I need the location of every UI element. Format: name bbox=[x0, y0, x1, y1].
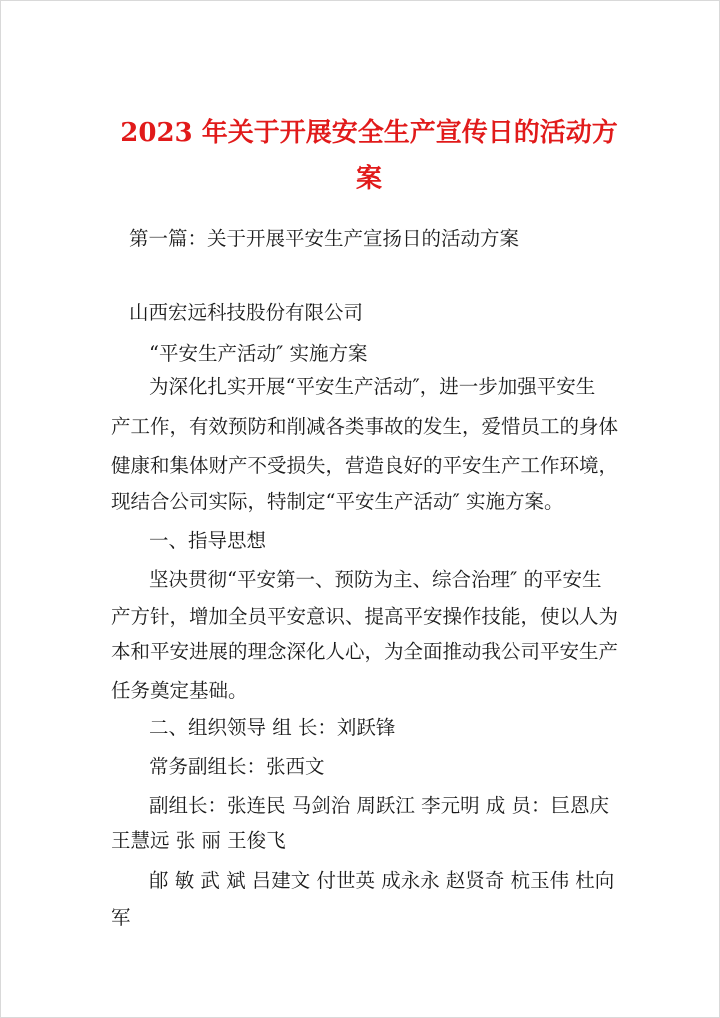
company-name: 山西宏远科技股份有限公司 bbox=[129, 301, 364, 324]
paragraph-line: 任务奠定基础。 bbox=[111, 679, 248, 702]
document-title-line2: 案 bbox=[355, 164, 382, 194]
vice-leaders-line: 副组长：张连民 马剑治 周跃江 李元明 成 员：巨恩庆 bbox=[149, 794, 609, 817]
section-heading: 二、组织领导 组 长：刘跃锋 bbox=[149, 716, 396, 739]
section-heading: 一、指导思想 bbox=[149, 529, 267, 552]
vice-leaders-line: 王慧远 张 丽 王俊飞 bbox=[111, 829, 286, 852]
paragraph-line: 坚决贯彻“平安第一、预防为主、综合治理″ 的平安生 bbox=[149, 568, 602, 591]
paragraph-line: 健康和集体财产不受损失，营造良好的平安生产工作环境， bbox=[111, 454, 619, 477]
exec-vice-leader: 常务副组长：张西文 bbox=[149, 755, 325, 778]
plan-name: “平安生产活动″ 实施方案 bbox=[149, 342, 368, 365]
paragraph-line: 产方针，增加全员平安意识、提高平安操作技能，使以人为 bbox=[111, 605, 619, 628]
paragraph-line: 产工作，有效预防和削减各类事故的发生，爱惜员工的身体 bbox=[111, 415, 619, 438]
paragraph-line: 现结合公司实际，特制定“平安生产活动″ 实施方案。 bbox=[111, 490, 564, 513]
paragraph-line: 本和平安进展的理念深化人心，为全面推动我公司平安生产 bbox=[111, 640, 619, 663]
members-line: 郋 敏 武 斌 吕建文 付世英 成永永 赵贤奇 杭玉伟 杜向 bbox=[149, 869, 615, 892]
paragraph-line: 为深化扎实开展“平安生产活动″，进一步加强平安生 bbox=[149, 375, 596, 398]
document-title-line1: 2023 年关于开展安全生产宣传日的活动方 bbox=[120, 118, 618, 148]
subtitle: 第一篇：关于开展平安生产宣扬日的活动方案 bbox=[129, 227, 520, 250]
members-line: 军 bbox=[111, 906, 131, 929]
